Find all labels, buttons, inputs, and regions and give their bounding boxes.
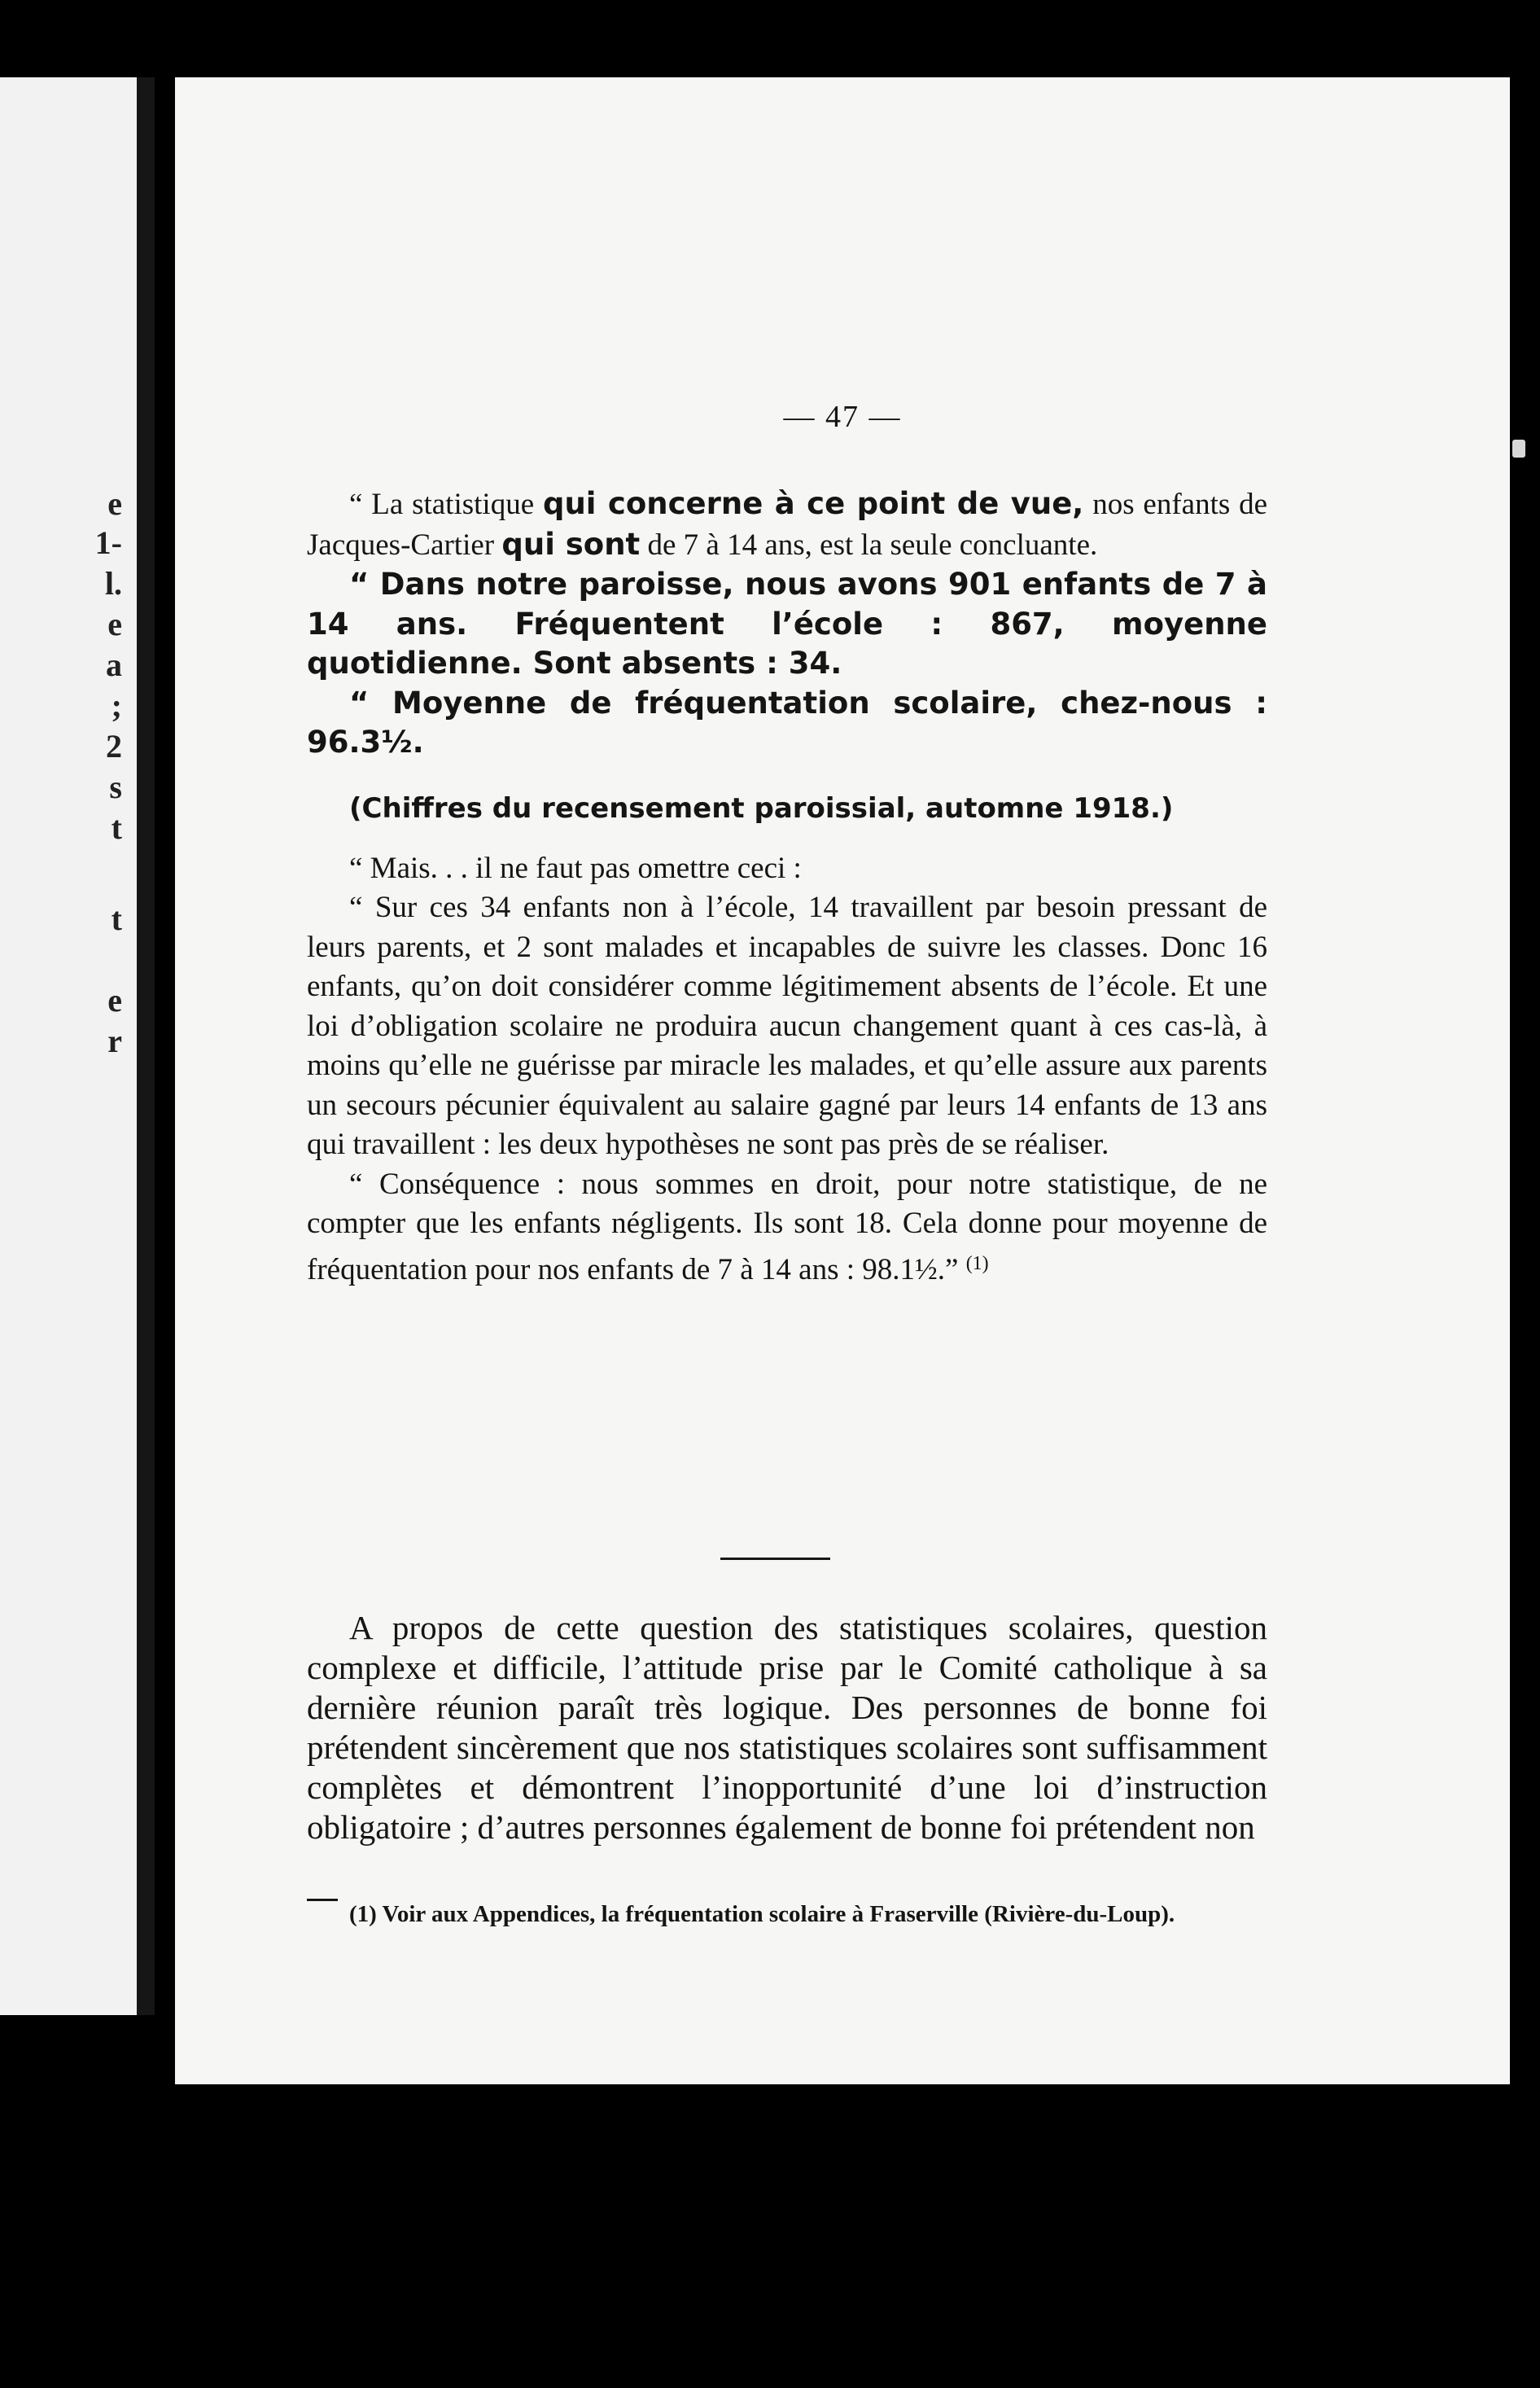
footnote-reference: (1): [965, 1252, 989, 1274]
book-page: [175, 77, 1510, 2084]
text-run-bold: qui sont: [501, 526, 641, 562]
previous-page-edge: [0, 77, 155, 2015]
text-run: de 7 à 14 ans, est la seule concluante.: [640, 528, 1098, 562]
footnote: (1) Voir aux Appendices, la fréquentation scolaire à Fraserville (Rivière-du-Loup).: [349, 1901, 1175, 1927]
main-text: [307, 1608, 1267, 1847]
fragment: 2: [106, 728, 122, 765]
text-run: nos enfants de Jacques-Cartier: [307, 488, 1267, 562]
quote-intro-paragraph: [307, 484, 1267, 565]
fragment: a: [106, 646, 122, 683]
fragment: e: [107, 606, 122, 642]
quoted-statistics: [307, 484, 1267, 1290]
fragment: 1-: [94, 524, 122, 561]
fragment: l.: [104, 565, 122, 602]
fragment: t: [111, 900, 122, 937]
quote-consequence-paragraph: [307, 1165, 1267, 1290]
quote-absent-paragraph: “ Sur ces 34 enfants non à l’école, 14 travaillent par besoin pressant de leurs parents, et 2 sont malades et incapables de suivre les classes. Donc 16 enfants, qu’on doit considérer comme légitimement absents de l’école. Et une loi d’obligation scolaire ne produira aucun changement quant à ces cas-là, à moins qu’elle ne guérisse par miracle les malades, et qu’elle assure aux parents un secours pécunier équivalent au salaire gagné par leurs 14 enfants de 13 ans qui travaillent : les deux hypothèses ne sont pas près de se réaliser.: [307, 891, 1267, 1161]
section-separator: [720, 1558, 830, 1560]
main-paragraph: A propos de cette question des statistiques scolaires, question complexe et difficile, l’attitude prise par le Comité catholique à sa dernière réunion paraît très logique. Des personnes de bonne foi prétendent sincèrement que nos statistiques scolaires sont suffisamment complètes et démontrent l’inopportunité d’une loi d’instruction obligatoire ; d’autres personnes également de bonne foi prétendent non: [307, 1609, 1267, 1846]
text-run: “ La statistique: [349, 488, 543, 521]
fragment: e: [107, 485, 122, 522]
book-gutter: [137, 77, 155, 2015]
fragment: s: [109, 769, 122, 805]
fragment: r: [107, 1023, 122, 1059]
fragment: t: [111, 809, 122, 846]
quote-mais-paragraph: “ Mais. . . il ne faut pas omettre ceci :: [349, 851, 802, 885]
fragment: e: [107, 982, 122, 1019]
text-run: “ Conséquence : nous sommes en droit, pour notre statistique, de ne compter que les enfants négligents. Ils sont 18. Cela donne pour moyenne de fréquentation pour nos enfants de 7 à 14 ans : 98.1½.”: [307, 1167, 1267, 1286]
quote-average-paragraph: “ Moyenne de fréquentation scolaire, chez-nous : 96.3½.: [307, 685, 1267, 760]
text-run-bold: qui concerne à ce point de vue,: [542, 486, 1084, 521]
census-caption: (Chiffres du recensement paroissial, automne 1918.): [349, 791, 1174, 825]
quote-census-paragraph: “ Dans notre paroisse, nous avons 901 enfants de 7 à 14 ans. Fréquentent l’école : 867, moyenne quotidienne. Sont absents : 34.: [307, 567, 1267, 681]
fragment: ;: [111, 687, 122, 724]
scan-mark: [1512, 440, 1525, 458]
page-number: — 47 —: [783, 400, 902, 434]
